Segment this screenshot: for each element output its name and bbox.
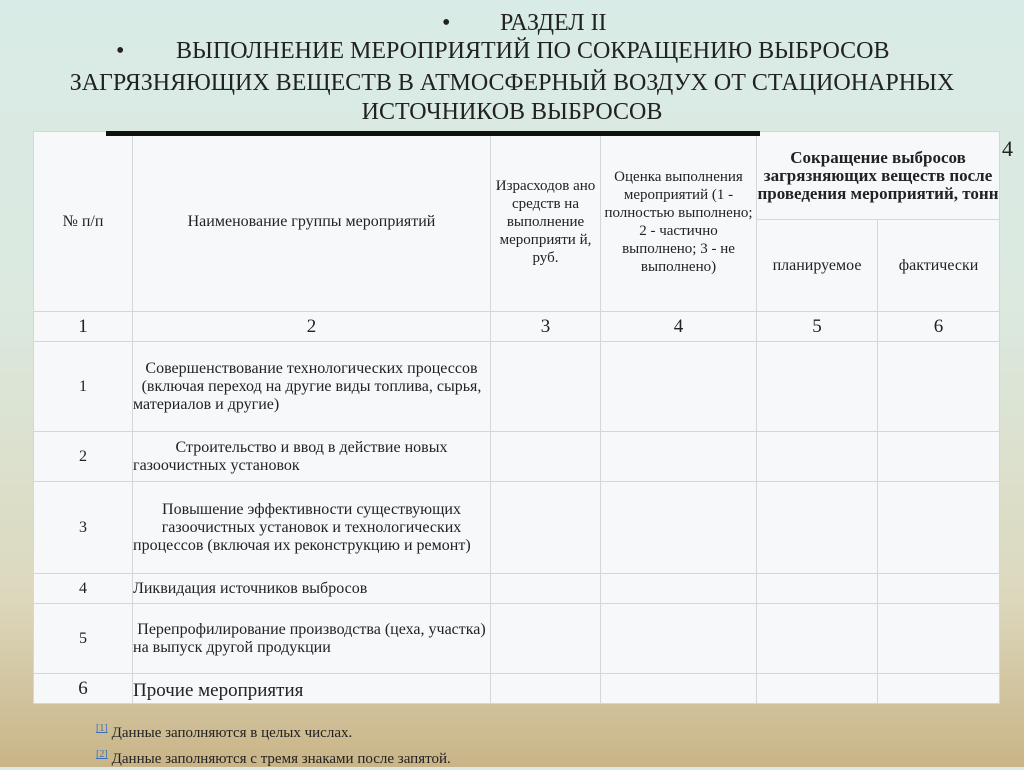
- cell-assessment: [601, 574, 757, 604]
- cell-assessment: [601, 604, 757, 674]
- row-name: Ликвидация источников выбросов: [133, 574, 491, 604]
- row-number: 1: [34, 342, 133, 432]
- table-row: [34, 674, 1000, 704]
- cell-spent: [491, 574, 601, 604]
- header-reduction: Сокращение выбросов загрязняющих веществ после проведения мероприятий, тонн: [757, 132, 1000, 220]
- header-num: № п/п: [34, 132, 133, 312]
- cell-spent: [491, 604, 601, 674]
- measures-table: [33, 131, 1000, 704]
- title-line-2: ЗАГРЯЗНЯЮЩИХ ВЕЩЕСТВ В АТМОСФЕРНЫЙ ВОЗДУХ ОТ СТАЦИОНАРНЫХ: [69, 70, 955, 96]
- cell-planned: [757, 604, 878, 674]
- column-number: 4: [601, 312, 757, 342]
- cell-assessment: [601, 342, 757, 432]
- cell-planned: [757, 674, 878, 704]
- header-spent: Израсходов ано средств на выполнение мероприяти й, руб.: [491, 132, 601, 312]
- header-actual: фактически: [878, 220, 1000, 312]
- table-row: [34, 342, 1000, 432]
- column-number: 3: [491, 312, 601, 342]
- cell-actual: [878, 574, 1000, 604]
- cell-spent: [491, 432, 601, 482]
- column-number: 5: [757, 312, 878, 342]
- section-label: РАЗДЕЛ II: [500, 10, 607, 36]
- column-number: 1: [34, 312, 133, 342]
- footnote-ref-link[interactable]: [2]: [96, 749, 108, 760]
- row-name: Перепрофилирование производства (цеха, участка) на выпуск другой продукции: [133, 604, 491, 674]
- cell-spent: [491, 342, 601, 432]
- row-number: 4: [34, 574, 133, 604]
- footnote: [96, 718, 451, 744]
- page-number: 4: [1002, 136, 1013, 161]
- header-rule: [106, 131, 760, 136]
- cell-spent: [491, 482, 601, 574]
- title-text: ВЫПОЛНЕНИЕ МЕРОПРИЯТИЙ ПО СОКРАЩЕНИЮ ВЫБРОСОВ: [176, 38, 890, 64]
- table-row: [34, 482, 1000, 574]
- cell-spent: [491, 674, 601, 704]
- row-name: Прочие мероприятия: [133, 674, 491, 704]
- cell-planned: [757, 342, 878, 432]
- table-row: [34, 604, 1000, 674]
- table-row: [34, 432, 1000, 482]
- cell-planned: [757, 432, 878, 482]
- footnote-text: Данные заполняются в целых числах.: [111, 725, 353, 741]
- cell-actual: [878, 432, 1000, 482]
- row-number: 6: [34, 674, 133, 704]
- row-name: Совершенствование технологических процессов (включая переход на другие виды топлива, сырья, материалов и другие): [133, 342, 491, 432]
- bullet-marker: •: [442, 10, 451, 36]
- row-name: Повышение эффективности существующих газоочистных установок и технологических процессов (включая их реконструкцию и ремонт): [133, 482, 491, 574]
- footnote-ref-link[interactable]: [1]: [96, 723, 108, 734]
- title-line-3: ИСТОЧНИКОВ ВЫБРОСОВ: [361, 99, 663, 125]
- header-name: Наименование группы мероприятий: [133, 132, 491, 312]
- header-planned: планируемое: [757, 220, 878, 312]
- row-number: 3: [34, 482, 133, 574]
- header-assessment: Оценка выполнения мероприятий (1 - полностью выполнено; 2 - частично выполнено; 3 - не выполнено): [601, 132, 757, 312]
- cell-actual: [878, 482, 1000, 574]
- cell-assessment: [601, 674, 757, 704]
- cell-planned: [757, 482, 878, 574]
- cell-planned: [757, 574, 878, 604]
- table-row: [34, 574, 1000, 604]
- header-row: [34, 132, 1000, 220]
- footnotes: [96, 718, 451, 770]
- column-number: 2: [133, 312, 491, 342]
- footnote: [96, 744, 451, 770]
- cell-assessment: [601, 482, 757, 574]
- row-number: 2: [34, 432, 133, 482]
- cell-actual: [878, 674, 1000, 704]
- footnote-text: Данные заполняются с тремя знаками после запятой.: [111, 751, 451, 767]
- row-number: 5: [34, 604, 133, 674]
- row-name: Строительство и ввод в действие новых газоочистных установок: [133, 432, 491, 482]
- column-number-row: [34, 312, 1000, 342]
- cell-actual: [878, 342, 1000, 432]
- cell-assessment: [601, 432, 757, 482]
- column-number: 6: [878, 312, 1000, 342]
- bullet-marker: •: [116, 38, 125, 64]
- cell-actual: [878, 604, 1000, 674]
